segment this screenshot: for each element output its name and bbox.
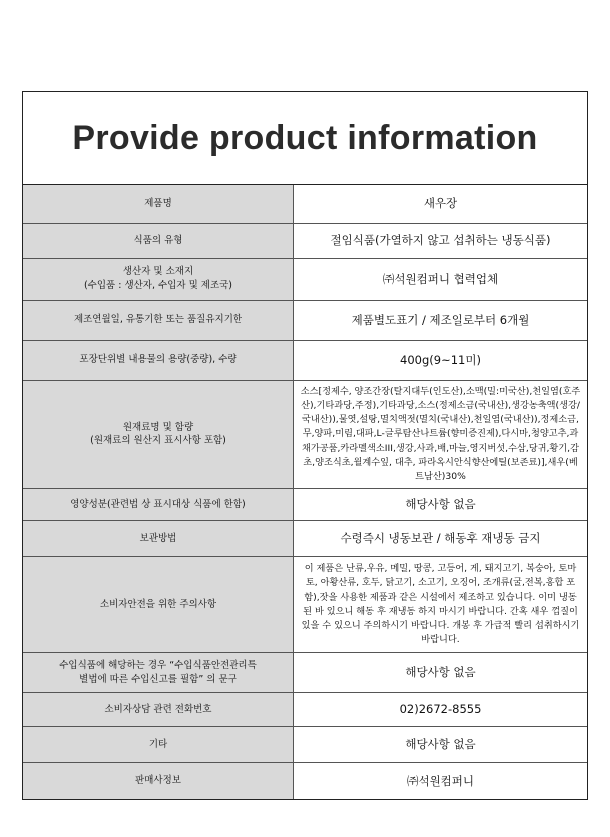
table-row: [23, 727, 587, 763]
value-etc: 해당사항 없음: [294, 727, 588, 763]
label-text: 영양성분(관련법 상 표시대상 식품에 한함): [70, 498, 246, 510]
label-import-notice: [23, 653, 294, 693]
label-text: 보관방법: [139, 532, 177, 544]
table-row: [23, 223, 587, 258]
label-nutrition: [23, 489, 294, 521]
label-consumer-phone: [23, 693, 294, 727]
label-text: 소비자상담 관련 전화번호: [104, 703, 212, 715]
label-text-line2: 별법에 따른 수입신고를 필함” 의 문구: [79, 673, 237, 685]
label-text: 수입식품에 해당하는 경우 “수입식품안전관리특: [59, 659, 257, 671]
table-row: [23, 489, 587, 521]
label-ingredients: [23, 380, 294, 489]
label-etc: [23, 727, 294, 763]
value-capacity: 400g(9~11미): [294, 340, 588, 380]
table-row: [23, 521, 587, 557]
value-ingredients: 소스[정제수, 양조간장(탈지대두(인도산),소맥(밀:미국산),천일염(호주산),기타과당,주정),기타과당,소스(정제소금(국내산),생강농축액(생강/국내산)),물엿,설탕,멸치액젓(멸치(국내산),천일염(국내산)),정제소금,무,양파,미림,대파,L-글루탐산나트륨(향미증진제),다시마,청양고추,과채가공품,카라멜색소III,생강,사과,배,마늘,영지버섯,수삼,당귀,황기,감초,양조식초,월계수잎, 대추, 파라옥시안식향산에틸(보존료)],새우(베트남산)30%: [294, 380, 588, 489]
label-text: 기타: [148, 738, 168, 750]
label-product-name: [23, 185, 294, 223]
label-capacity: [23, 340, 294, 380]
label-storage: [23, 521, 294, 557]
table-row: [23, 258, 587, 300]
table-row: [23, 557, 587, 653]
label-subtext: (원재료의 원산지 표시사항 포함): [90, 435, 226, 447]
label-text: 포장단위별 내용물의 용량(중량), 수량: [79, 354, 237, 366]
table-row: [23, 653, 587, 693]
label-seller-info: [23, 763, 294, 799]
label-text: 소비자안전을 위한 주의사항: [99, 598, 217, 610]
value-storage: 수령즉시 냉동보관 / 해동후 재냉동 금지: [294, 521, 588, 557]
label-text: 제조연월일, 유통기한 또는 품질유지기한: [73, 314, 243, 326]
value-food-type: 절임식품(가열하지 않고 섭취하는 냉동식품): [294, 223, 588, 258]
label-producer: [23, 258, 294, 300]
product-info-table: [23, 185, 587, 799]
label-food-type: [23, 223, 294, 258]
table-row: [23, 340, 587, 380]
table-row: [23, 380, 587, 489]
value-producer: ㈜석원컴퍼니 협력업체: [294, 258, 588, 300]
label-text: 식품의 유형: [133, 234, 183, 246]
product-info-sheet: [22, 91, 588, 800]
label-manufacture-date: [23, 300, 294, 340]
label-text: 판매사정보: [135, 775, 181, 787]
value-nutrition: 해당사항 없음: [294, 489, 588, 521]
value-safety-notes: 이 제품은 난류,우유, 메밀, 땅콩, 고등어, 게, 돼지고기, 복숭아, 토마토, 아황산류, 호두, 닭고기, 소고기, 오징어, 조개류(굴,전복,홍합 포함),잣을 사용한 제품과 같은 시설에서 제조하고 있습니다. 이미 냉동된 바 있으니 해동 후 재냉동 하지 마시기 바랍니다. 간혹 새우 껍질이 있을 수 있으니 주의하시기 바랍니다. 개봉 후 가급적 빨리 섭취하시기 바랍니다.: [294, 557, 588, 653]
table-row: [23, 693, 587, 727]
table-row: [23, 763, 587, 799]
value-manufacture-date: 제품별도표기 / 제조일로부터 6개월: [294, 300, 588, 340]
table-row: [23, 300, 587, 340]
title-box: [23, 92, 587, 185]
value-seller-info: ㈜석원컴퍼니: [294, 763, 588, 799]
label-subtext: (수입품 : 생산자, 수입자 및 제조국): [83, 280, 233, 291]
value-import-notice: 해당사항 없음: [294, 653, 588, 693]
label-text: 원재료명 및 함량: [122, 421, 194, 433]
label-text: 제품명: [144, 197, 172, 209]
label-safety-notes: [23, 557, 294, 653]
value-product-name: 새우장: [294, 185, 588, 223]
label-text: 생산자 및 소재지: [122, 266, 194, 278]
page-title: Provide product information: [72, 118, 538, 157]
value-consumer-phone: 02)2672-8555: [294, 693, 588, 727]
table-row: [23, 185, 587, 223]
